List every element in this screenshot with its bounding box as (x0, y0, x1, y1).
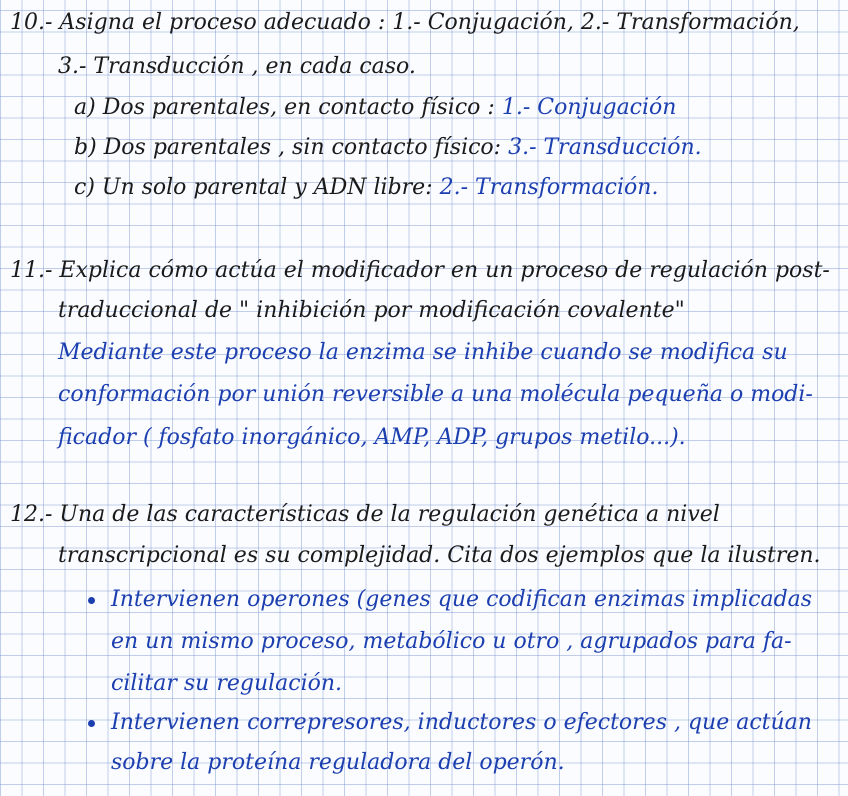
q10-prompt-2: 3.- Transducción , en cada caso. (58, 54, 416, 79)
q12-bullet-1-text-3: cilitar su regulación. (111, 671, 343, 696)
q11-answer-2: conformación por unión reversible a una molécula pequeña o modi- (58, 382, 813, 407)
q11-line-2 (58, 296, 685, 326)
q12-bullet-1-line-1 (88, 585, 812, 615)
q10-item-a (74, 93, 676, 123)
q10-prompt-1: Asigna el proceso adecuado : 1.- Conjugación, 2.- Transformación, (59, 10, 800, 35)
q11-line-1 (10, 256, 830, 286)
q11-answer-line-3 (58, 423, 686, 453)
q11-answer-3: ficador ( fosfato inorgánico, AMP, ADP, grupos metilo...). (58, 425, 686, 450)
q12-bullet-1-line-3 (111, 669, 342, 699)
q12-bullet-2-text-1: Intervienen correpresores, inductores o efectores , que actúan (111, 710, 812, 735)
q11-prompt-2: traduccional de " inhibición por modificación covalente" (58, 298, 685, 323)
q10-item-b (74, 133, 702, 163)
q12-line-1 (10, 500, 720, 530)
q10-c-label: c) (74, 175, 95, 200)
q12-prompt-1: Una de las características de la regulación genética a nivel (59, 502, 720, 527)
q10-a-label: a) (74, 95, 96, 120)
q10-number: 10.- (10, 10, 53, 35)
q10-line-1 (10, 8, 800, 38)
q12-bullet-1-text-1: Intervienen operones (genes que codifican enzimas implicadas (111, 587, 813, 612)
q10-b-text: Dos parentales , sin contacto físico: (103, 135, 502, 160)
q10-a-answer: 1.- Conjugación (501, 95, 677, 120)
q10-line-2 (58, 52, 416, 82)
q12-prompt-2: transcripcional es su complejidad. Cita dos ejemplos que la ilustren. (58, 543, 821, 568)
q12-bullet-2-text-2: sobre la proteína reguladora del operón. (111, 750, 565, 775)
q10-c-answer: 2.- Transformación. (439, 175, 659, 200)
q10-a-text: Dos parentales, en contacto físico : (102, 95, 495, 120)
q11-number: 11.- (10, 258, 53, 283)
q12-bullet-2-line-1 (88, 708, 812, 738)
q12-bullet-1-text-2: en un mismo proceso, metabólico u otro , agrupados para fa- (111, 629, 792, 654)
q11-answer-line-2 (58, 380, 813, 410)
q10-b-label: b) (74, 135, 97, 160)
q12-line-2 (58, 541, 821, 571)
bullet-dot-icon (88, 597, 95, 604)
q10-c-text: Un solo parental y ADN libre: (101, 175, 433, 200)
q12-number: 12.- (10, 502, 53, 527)
q11-prompt-1: Explica cómo actúa el modificador en un proceso de regulación post- (59, 258, 830, 283)
q12-bullet-1-line-2 (111, 627, 792, 657)
q10-b-answer: 3.- Transducción. (508, 135, 702, 160)
q10-item-c (74, 173, 658, 203)
q12-bullet-2-line-2 (111, 748, 565, 778)
q11-answer-1: Mediante este proceso la enzima se inhibe cuando se modifica su (58, 340, 788, 365)
q11-answer-line-1 (58, 338, 788, 368)
bullet-dot-icon (88, 720, 95, 727)
